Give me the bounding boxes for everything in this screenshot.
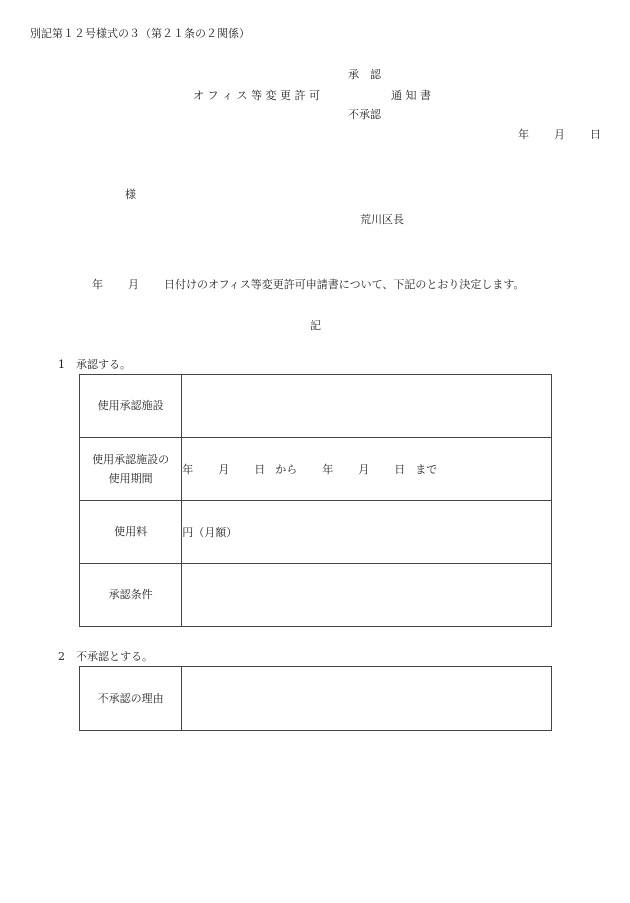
period-label-line2: 使用期間 [108, 472, 153, 485]
period-start-day: 日 [254, 463, 266, 476]
date-day: 日 [590, 128, 601, 141]
table-row [80, 375, 552, 438]
conditions-field[interactable] [182, 564, 552, 627]
period-start-month: 月 [218, 463, 230, 476]
reason-label: 不承認の理由 [80, 667, 182, 731]
period-end-day: 日 [394, 463, 406, 476]
body-month: 月 [128, 278, 139, 291]
period-end-month: 月 [358, 463, 370, 476]
issuer: 荒川区長 [360, 213, 404, 226]
period-field[interactable] [182, 438, 552, 501]
title-main: オ フ ィ ス 等 変 更 許 可 [193, 89, 320, 102]
fee-label: 使用料 [80, 501, 182, 564]
fee-field[interactable]: 円（月額） [182, 501, 552, 564]
table-row [80, 564, 552, 627]
form-id: 別記第１２号様式の３（第２１条の２関係） [30, 27, 250, 40]
period-from: から [275, 463, 298, 476]
body-sentence: 日付けのオフィス等変更許可申請書について、下記のとおり決定します。 [164, 278, 525, 291]
conditions-label: 承認条件 [80, 564, 182, 627]
date-month: 月 [554, 128, 565, 141]
rejection-table [79, 666, 552, 731]
facility-field[interactable] [182, 375, 552, 438]
date-line [518, 129, 601, 140]
date-year: 年 [518, 128, 529, 141]
ki-label: 記 [310, 319, 321, 332]
reason-field[interactable] [182, 667, 552, 731]
period-label [80, 438, 182, 501]
table-row [80, 501, 552, 564]
title-notice: 通 知 書 [391, 89, 431, 102]
period-until: まで [415, 463, 438, 476]
table-row [80, 438, 552, 501]
facility-label: 使用承認施設 [80, 375, 182, 438]
addressee: 様 [125, 188, 136, 201]
period-end-year: 年 [322, 463, 334, 476]
table-row [80, 667, 552, 731]
approval-table [79, 374, 552, 627]
title-approve: 承 認 [348, 68, 381, 81]
period-label-line1: 使用承認施設の [92, 452, 170, 466]
period-start-year: 年 [182, 463, 194, 476]
body-text [92, 279, 524, 290]
section2-heading: 2 不承認とする。 [58, 650, 153, 663]
body-year: 年 [92, 278, 103, 291]
section1-heading: 1 承認する。 [58, 358, 131, 371]
title-reject: 不承認 [348, 108, 381, 121]
